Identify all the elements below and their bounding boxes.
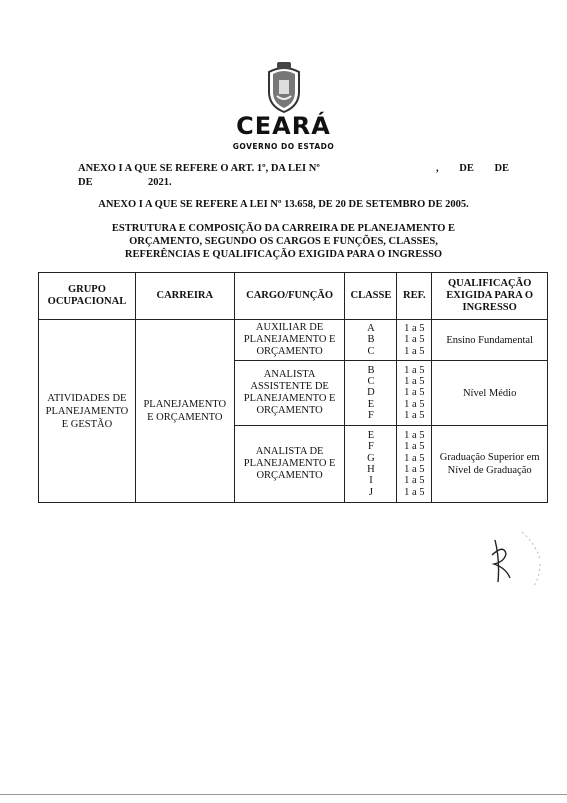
classe-cell: B C D E F (345, 361, 397, 426)
header-qualificacao: QUALIFICAÇÃO EXIGIDA PARA O INGRESSO (432, 273, 548, 320)
annex-law-reference: ANEXO I A QUE SE REFERE A LEI Nº 13.658, DE 20 DE SETEMBRO DE 2005. (98, 199, 469, 210)
classe-cell: E F G H I J (345, 426, 397, 503)
header-carreira: CARREIRA (135, 273, 234, 320)
annex-line-1-date: , DE DE (436, 163, 510, 174)
header-cargo-funcao: CARGO/FUNÇÃO (234, 273, 345, 320)
grupo-ocupacional-cell: ATIVIDADES DE PLANEJAMENTO E GESTÃO (39, 320, 136, 503)
brand-name: CEARÁ (236, 112, 331, 140)
cargo-cell: ANALISTA ASSISTENTE DE PLANEJAMENTO E ORÇAMENTO (234, 361, 345, 426)
career-structure-table (38, 272, 548, 503)
state-crest-icon (261, 62, 307, 114)
bottom-border (0, 794, 567, 795)
logo (0, 62, 567, 119)
ref-cell: 1 a 5 1 a 5 1 a 5 1 a 5 1 a 5 1 a 5 (397, 426, 432, 503)
annex-line-1: ANEXO I A QUE SE REFERE O ART. 1º, DA LEI Nº (78, 163, 320, 174)
brand-subtitle: GOVERNO DO ESTADO (232, 142, 335, 151)
annex-line-2-year: 2021. (148, 177, 172, 188)
qualificacao-cell: Nível Médio (432, 361, 548, 426)
table-header-row (39, 273, 548, 320)
cargo-cell: ANALISTA DE PLANEJAMENTO E ORÇAMENTO (234, 426, 345, 503)
ref-cell: 1 a 5 1 a 5 1 a 5 (397, 320, 432, 361)
cargo-cell: AUXILIAR DE PLANEJAMENTO E ORÇAMENTO (234, 320, 345, 361)
handwritten-signature (470, 520, 550, 600)
carreira-cell: PLANEJAMENTO E ORÇAMENTO (135, 320, 234, 503)
table-row (39, 320, 548, 361)
header-grupo-ocupacional: GRUPO OCUPACIONAL (39, 273, 136, 320)
header-classe: CLASSE (345, 273, 397, 320)
ref-cell: 1 a 5 1 a 5 1 a 5 1 a 5 1 a 5 (397, 361, 432, 426)
annex-line-2-de: DE (78, 177, 93, 188)
qualificacao-cell: Graduação Superior em Nível de Graduação (432, 426, 548, 503)
classe-cell: A B C (345, 320, 397, 361)
document-title: ESTRUTURA E COMPOSIÇÃO DA CARREIRA DE PLANEJAMENTO E ORÇAMENTO, SEGUNDO OS CARGOS E FUNÇÕES, CLASSES, REFERÊNCIAS E QUALIFICAÇÃO EXIGIDA PARA O INGRESSO (111, 223, 456, 260)
qualificacao-cell: Ensino Fundamental (432, 320, 548, 361)
header-ref: REF. (397, 273, 432, 320)
